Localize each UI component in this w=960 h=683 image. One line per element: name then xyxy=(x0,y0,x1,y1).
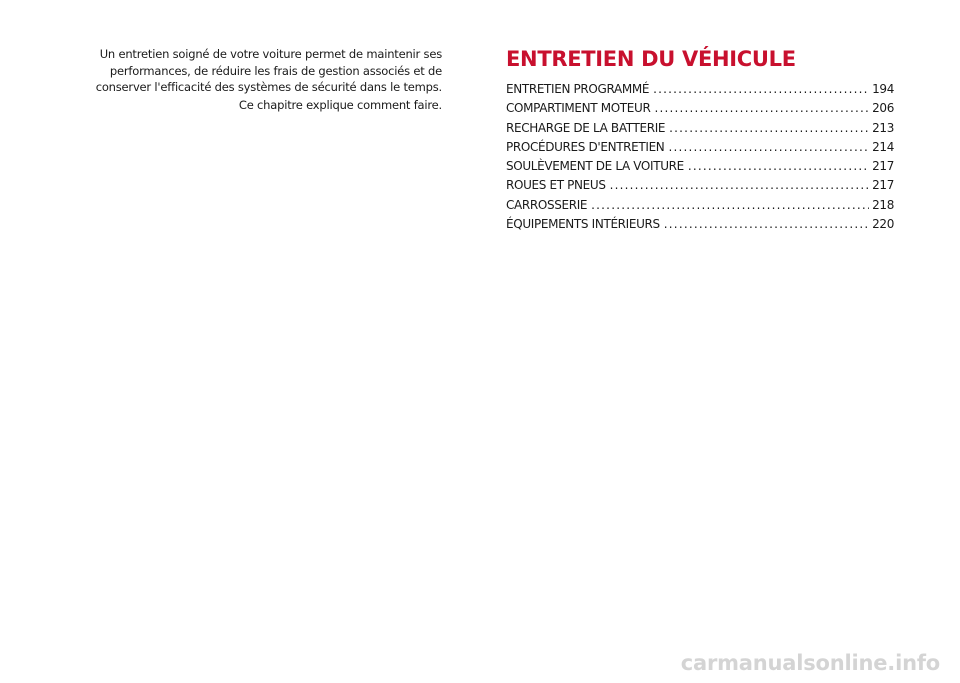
dot-leader xyxy=(664,215,869,234)
intro-text xyxy=(80,46,442,114)
toc-item-label: ÉQUIPEMENTS INTÉRIEURS xyxy=(506,217,660,232)
toc-item-label: PROCÉDURES D'ENTRETIEN xyxy=(506,139,665,154)
dot-leader xyxy=(669,119,869,138)
toc-item-page: 218 xyxy=(872,197,894,212)
toc-item[interactable] xyxy=(506,80,894,99)
toc-item[interactable] xyxy=(506,99,894,118)
toc-item-label: SOULÈVEMENT DE LA VOITURE xyxy=(506,159,684,174)
toc-item-page: 194 xyxy=(872,82,894,96)
toc-item[interactable] xyxy=(506,157,894,176)
toc-item[interactable] xyxy=(506,138,894,157)
watermark: carmanualsonline.info xyxy=(680,651,940,675)
chapter-title: ENTRETIEN DU VÉHICULE xyxy=(506,47,796,71)
toc-item-label: ENTRETIEN PROGRAMMÉ xyxy=(506,82,650,96)
dot-leader xyxy=(688,157,869,176)
toc-item-page: 214 xyxy=(872,139,894,154)
dot-leader xyxy=(591,196,869,215)
toc-item[interactable] xyxy=(506,215,894,234)
toc-item-page: 213 xyxy=(872,120,894,135)
dot-leader xyxy=(668,138,869,157)
dot-leader xyxy=(610,176,870,195)
dot-leader xyxy=(653,80,869,99)
table-of-contents xyxy=(506,80,894,234)
toc-item[interactable] xyxy=(506,196,894,215)
toc-item-label: ROUES ET PNEUS xyxy=(506,178,606,193)
toc-item-page: 217 xyxy=(872,178,894,193)
dot-leader xyxy=(654,99,869,118)
toc-item[interactable] xyxy=(506,119,894,138)
toc-item-label: CARROSSERIE xyxy=(506,197,588,212)
toc-item[interactable] xyxy=(506,176,894,195)
toc-item-label: RECHARGE DE LA BATTERIE xyxy=(506,120,666,135)
toc-item-page: 217 xyxy=(872,159,894,174)
toc-item-page: 220 xyxy=(872,217,894,232)
toc-item-page: 206 xyxy=(872,101,894,116)
toc-item-label: COMPARTIMENT MOTEUR xyxy=(506,101,651,116)
intro-paragraph: Ce chapitre explique comment faire. xyxy=(238,97,442,112)
intro-paragraph: Un entretien soigné de votre voiture permet de maintenir ses performances, de réduire les frais de gestion associés et de conserver l'efficacité des systèmes de sécurité dans le temps. xyxy=(95,47,442,94)
